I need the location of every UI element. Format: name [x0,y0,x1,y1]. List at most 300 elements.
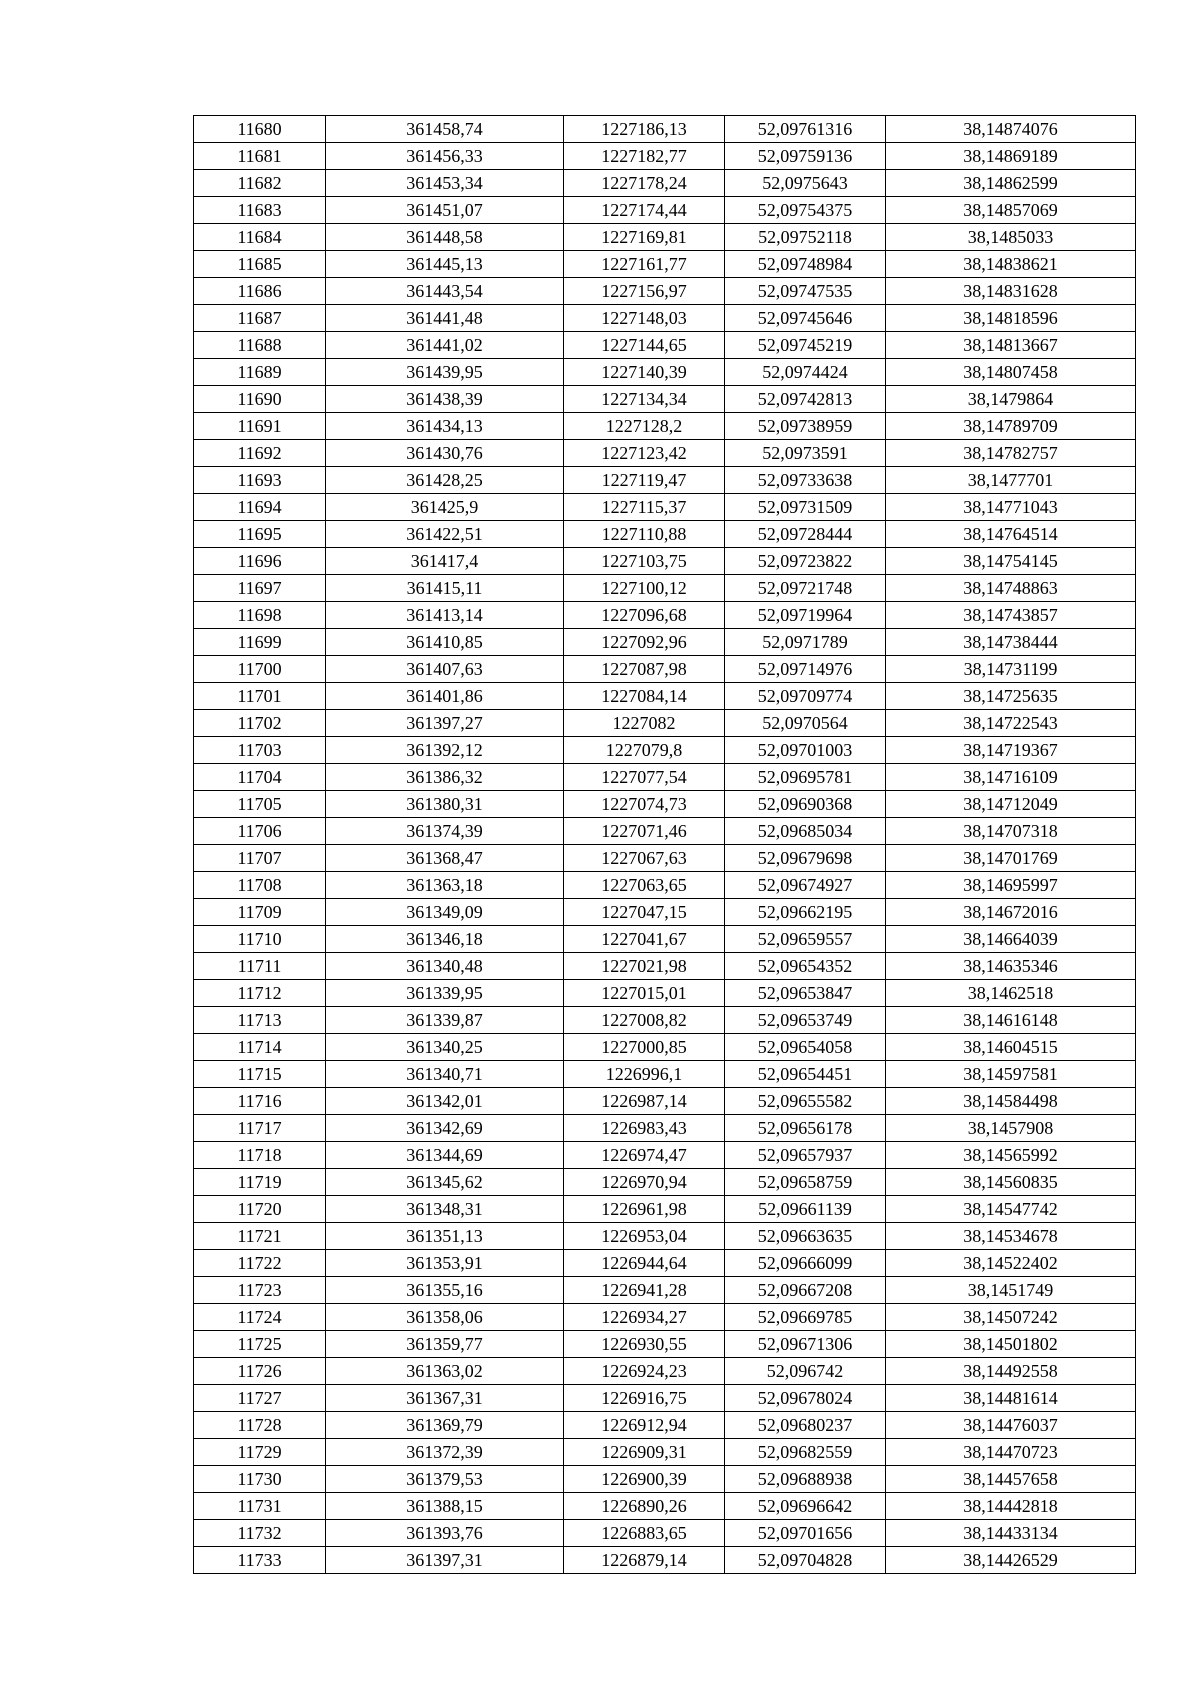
table-row [194,1520,1136,1547]
latitude-cell: 52,09659557 [725,926,886,953]
x-coordinate-cell: 361346,18 [326,926,564,953]
table-row [194,440,1136,467]
x-coordinate-cell: 361458,74 [326,116,564,143]
longitude-cell: 38,14748863 [886,575,1136,602]
latitude-cell: 52,09696642 [725,1493,886,1520]
x-coordinate-cell: 361359,77 [326,1331,564,1358]
point-number-cell: 11707 [194,845,326,872]
table-row [194,1142,1136,1169]
y-coordinate-cell: 1226970,94 [564,1169,725,1196]
point-number-cell: 11710 [194,926,326,953]
latitude-cell: 52,096742 [725,1358,886,1385]
longitude-cell: 38,14501802 [886,1331,1136,1358]
point-number-cell: 11691 [194,413,326,440]
longitude-cell: 38,14565992 [886,1142,1136,1169]
x-coordinate-cell: 361438,39 [326,386,564,413]
y-coordinate-cell: 1227119,47 [564,467,725,494]
x-coordinate-cell: 361349,09 [326,899,564,926]
table-row [194,629,1136,656]
longitude-cell: 38,14754145 [886,548,1136,575]
x-coordinate-cell: 361448,58 [326,224,564,251]
longitude-cell: 38,14813667 [886,332,1136,359]
longitude-cell: 38,1485033 [886,224,1136,251]
x-coordinate-cell: 361379,53 [326,1466,564,1493]
table-row [194,278,1136,305]
latitude-cell: 52,09745219 [725,332,886,359]
x-coordinate-cell: 361441,48 [326,305,564,332]
latitude-cell: 52,09654058 [725,1034,886,1061]
table-row [194,818,1136,845]
latitude-cell: 52,09690368 [725,791,886,818]
latitude-cell: 52,09752118 [725,224,886,251]
point-number-cell: 11697 [194,575,326,602]
longitude-cell: 38,14862599 [886,170,1136,197]
longitude-cell: 38,14701769 [886,845,1136,872]
table-row [194,602,1136,629]
y-coordinate-cell: 1227169,81 [564,224,725,251]
y-coordinate-cell: 1226934,27 [564,1304,725,1331]
latitude-cell: 52,09654451 [725,1061,886,1088]
point-number-cell: 11727 [194,1385,326,1412]
y-coordinate-cell: 1227115,37 [564,494,725,521]
longitude-cell: 38,14782757 [886,440,1136,467]
y-coordinate-cell: 1226944,64 [564,1250,725,1277]
longitude-cell: 38,1479864 [886,386,1136,413]
x-coordinate-cell: 361345,62 [326,1169,564,1196]
point-number-cell: 11701 [194,683,326,710]
latitude-cell: 52,09721748 [725,575,886,602]
longitude-cell: 38,14481614 [886,1385,1136,1412]
x-coordinate-cell: 361415,11 [326,575,564,602]
point-number-cell: 11694 [194,494,326,521]
longitude-cell: 38,14807458 [886,359,1136,386]
x-coordinate-cell: 361351,13 [326,1223,564,1250]
longitude-cell: 38,14712049 [886,791,1136,818]
longitude-cell: 38,14764514 [886,521,1136,548]
x-coordinate-cell: 361434,13 [326,413,564,440]
y-coordinate-cell: 1226879,14 [564,1547,725,1574]
table-row [194,305,1136,332]
table-row [194,926,1136,953]
latitude-cell: 52,09653749 [725,1007,886,1034]
latitude-cell: 52,09701656 [725,1520,886,1547]
y-coordinate-cell: 1227074,73 [564,791,725,818]
y-coordinate-cell: 1226983,43 [564,1115,725,1142]
table-row [194,1466,1136,1493]
point-number-cell: 11698 [194,602,326,629]
table-row [194,143,1136,170]
point-number-cell: 11696 [194,548,326,575]
table-row [194,386,1136,413]
point-number-cell: 11726 [194,1358,326,1385]
x-coordinate-cell: 361425,9 [326,494,564,521]
longitude-cell: 38,14597581 [886,1061,1136,1088]
x-coordinate-cell: 361340,71 [326,1061,564,1088]
table-row [194,413,1136,440]
table-row [194,764,1136,791]
y-coordinate-cell: 1227128,2 [564,413,725,440]
x-coordinate-cell: 361339,95 [326,980,564,1007]
latitude-cell: 52,0970564 [725,710,886,737]
latitude-cell: 52,09728444 [725,521,886,548]
x-coordinate-cell: 361439,95 [326,359,564,386]
table-row [194,224,1136,251]
y-coordinate-cell: 1227161,77 [564,251,725,278]
point-number-cell: 11693 [194,467,326,494]
y-coordinate-cell: 1227156,97 [564,278,725,305]
table-row [194,170,1136,197]
y-coordinate-cell: 1227103,75 [564,548,725,575]
y-coordinate-cell: 1227079,8 [564,737,725,764]
x-coordinate-cell: 361372,39 [326,1439,564,1466]
y-coordinate-cell: 1227186,13 [564,116,725,143]
latitude-cell: 52,09761316 [725,116,886,143]
x-coordinate-cell: 361342,69 [326,1115,564,1142]
longitude-cell: 38,14857069 [886,197,1136,224]
longitude-cell: 38,14731199 [886,656,1136,683]
latitude-cell: 52,09655582 [725,1088,886,1115]
table-row [194,467,1136,494]
longitude-cell: 38,14874076 [886,116,1136,143]
longitude-cell: 38,14522402 [886,1250,1136,1277]
table-row [194,1007,1136,1034]
y-coordinate-cell: 1227082 [564,710,725,737]
point-number-cell: 11716 [194,1088,326,1115]
y-coordinate-cell: 1227067,63 [564,845,725,872]
point-number-cell: 11714 [194,1034,326,1061]
y-coordinate-cell: 1227021,98 [564,953,725,980]
y-coordinate-cell: 1226883,65 [564,1520,725,1547]
latitude-cell: 52,09678024 [725,1385,886,1412]
point-number-cell: 11699 [194,629,326,656]
latitude-cell: 52,09657937 [725,1142,886,1169]
latitude-cell: 52,09669785 [725,1304,886,1331]
point-number-cell: 11729 [194,1439,326,1466]
point-number-cell: 11713 [194,1007,326,1034]
x-coordinate-cell: 361451,07 [326,197,564,224]
x-coordinate-cell: 361380,31 [326,791,564,818]
table-row [194,1439,1136,1466]
y-coordinate-cell: 1227100,12 [564,575,725,602]
x-coordinate-cell: 361348,31 [326,1196,564,1223]
y-coordinate-cell: 1227092,96 [564,629,725,656]
y-coordinate-cell: 1227144,65 [564,332,725,359]
table-row [194,953,1136,980]
longitude-cell: 38,1451749 [886,1277,1136,1304]
x-coordinate-cell: 361339,87 [326,1007,564,1034]
longitude-cell: 38,14534678 [886,1223,1136,1250]
table-row [194,548,1136,575]
x-coordinate-cell: 361443,54 [326,278,564,305]
longitude-cell: 38,14584498 [886,1088,1136,1115]
point-number-cell: 11725 [194,1331,326,1358]
latitude-cell: 52,0975643 [725,170,886,197]
table-row [194,872,1136,899]
y-coordinate-cell: 1226987,14 [564,1088,725,1115]
y-coordinate-cell: 1227000,85 [564,1034,725,1061]
longitude-cell: 38,14743857 [886,602,1136,629]
latitude-cell: 52,09719964 [725,602,886,629]
x-coordinate-cell: 361355,16 [326,1277,564,1304]
latitude-cell: 52,09731509 [725,494,886,521]
longitude-cell: 38,14442818 [886,1493,1136,1520]
point-number-cell: 11708 [194,872,326,899]
point-number-cell: 11717 [194,1115,326,1142]
point-number-cell: 11724 [194,1304,326,1331]
longitude-cell: 38,14707318 [886,818,1136,845]
latitude-cell: 52,09704828 [725,1547,886,1574]
table-row [194,899,1136,926]
x-coordinate-cell: 361422,51 [326,521,564,548]
latitude-cell: 52,09685034 [725,818,886,845]
table-row [194,1034,1136,1061]
x-coordinate-cell: 361374,39 [326,818,564,845]
point-number-cell: 11692 [194,440,326,467]
point-number-cell: 11690 [194,386,326,413]
x-coordinate-cell: 361428,25 [326,467,564,494]
point-number-cell: 11733 [194,1547,326,1574]
longitude-cell: 38,14818596 [886,305,1136,332]
table-row [194,683,1136,710]
x-coordinate-cell: 361407,63 [326,656,564,683]
table-row [194,1169,1136,1196]
y-coordinate-cell: 1226974,47 [564,1142,725,1169]
point-number-cell: 11686 [194,278,326,305]
longitude-cell: 38,14635346 [886,953,1136,980]
point-number-cell: 11712 [194,980,326,1007]
y-coordinate-cell: 1227174,44 [564,197,725,224]
y-coordinate-cell: 1226890,26 [564,1493,725,1520]
x-coordinate-cell: 361417,4 [326,548,564,575]
longitude-cell: 38,14869189 [886,143,1136,170]
latitude-cell: 52,09680237 [725,1412,886,1439]
x-coordinate-cell: 361340,25 [326,1034,564,1061]
longitude-cell: 38,1477701 [886,467,1136,494]
latitude-cell: 52,0973591 [725,440,886,467]
coordinates-table-body [194,116,1136,1574]
x-coordinate-cell: 361430,76 [326,440,564,467]
x-coordinate-cell: 361410,85 [326,629,564,656]
x-coordinate-cell: 361369,79 [326,1412,564,1439]
y-coordinate-cell: 1226930,55 [564,1331,725,1358]
table-row [194,1412,1136,1439]
latitude-cell: 52,09653847 [725,980,886,1007]
table-row [194,1493,1136,1520]
latitude-cell: 52,09742813 [725,386,886,413]
y-coordinate-cell: 1227123,42 [564,440,725,467]
latitude-cell: 52,09679698 [725,845,886,872]
latitude-cell: 52,0971789 [725,629,886,656]
x-coordinate-cell: 361340,48 [326,953,564,980]
y-coordinate-cell: 1226941,28 [564,1277,725,1304]
latitude-cell: 52,09709774 [725,683,886,710]
longitude-cell: 38,14476037 [886,1412,1136,1439]
latitude-cell: 52,09701003 [725,737,886,764]
point-number-cell: 11721 [194,1223,326,1250]
table-row [194,1115,1136,1142]
latitude-cell: 52,09654352 [725,953,886,980]
longitude-cell: 38,14719367 [886,737,1136,764]
table-row [194,1358,1136,1385]
longitude-cell: 38,14664039 [886,926,1136,953]
table-row [194,737,1136,764]
table-row [194,1250,1136,1277]
latitude-cell: 52,09745646 [725,305,886,332]
longitude-cell: 38,14771043 [886,494,1136,521]
point-number-cell: 11731 [194,1493,326,1520]
longitude-cell: 38,14725635 [886,683,1136,710]
x-coordinate-cell: 361344,69 [326,1142,564,1169]
longitude-cell: 38,14672016 [886,899,1136,926]
longitude-cell: 38,14695997 [886,872,1136,899]
longitude-cell: 38,14604515 [886,1034,1136,1061]
x-coordinate-cell: 361388,15 [326,1493,564,1520]
coordinates-table [193,115,1136,1574]
table-row [194,1223,1136,1250]
point-number-cell: 11680 [194,116,326,143]
y-coordinate-cell: 1227178,24 [564,170,725,197]
x-coordinate-cell: 361367,31 [326,1385,564,1412]
table-row [194,251,1136,278]
point-number-cell: 11689 [194,359,326,386]
latitude-cell: 52,09759136 [725,143,886,170]
longitude-cell: 38,14838621 [886,251,1136,278]
point-number-cell: 11706 [194,818,326,845]
y-coordinate-cell: 1226912,94 [564,1412,725,1439]
longitude-cell: 38,14492558 [886,1358,1136,1385]
longitude-cell: 38,14722543 [886,710,1136,737]
longitude-cell: 38,14426529 [886,1547,1136,1574]
latitude-cell: 52,09656178 [725,1115,886,1142]
y-coordinate-cell: 1227148,03 [564,305,725,332]
longitude-cell: 38,1457908 [886,1115,1136,1142]
longitude-cell: 38,14457658 [886,1466,1136,1493]
x-coordinate-cell: 361363,02 [326,1358,564,1385]
latitude-cell: 52,09695781 [725,764,886,791]
point-number-cell: 11684 [194,224,326,251]
x-coordinate-cell: 361413,14 [326,602,564,629]
y-coordinate-cell: 1226916,75 [564,1385,725,1412]
table-row [194,791,1136,818]
point-number-cell: 11687 [194,305,326,332]
longitude-cell: 38,14507242 [886,1304,1136,1331]
longitude-cell: 38,1462518 [886,980,1136,1007]
y-coordinate-cell: 1226953,04 [564,1223,725,1250]
latitude-cell: 52,09754375 [725,197,886,224]
table-row [194,359,1136,386]
y-coordinate-cell: 1227182,77 [564,143,725,170]
y-coordinate-cell: 1227084,14 [564,683,725,710]
y-coordinate-cell: 1227047,15 [564,899,725,926]
latitude-cell: 52,0974424 [725,359,886,386]
x-coordinate-cell: 361393,76 [326,1520,564,1547]
table-row [194,1304,1136,1331]
latitude-cell: 52,09738959 [725,413,886,440]
y-coordinate-cell: 1227041,67 [564,926,725,953]
latitude-cell: 52,09723822 [725,548,886,575]
point-number-cell: 11688 [194,332,326,359]
table-row [194,1331,1136,1358]
x-coordinate-cell: 361456,33 [326,143,564,170]
y-coordinate-cell: 1226900,39 [564,1466,725,1493]
table-row [194,1196,1136,1223]
point-number-cell: 11685 [194,251,326,278]
point-number-cell: 11728 [194,1412,326,1439]
latitude-cell: 52,09667208 [725,1277,886,1304]
point-number-cell: 11730 [194,1466,326,1493]
table-row [194,116,1136,143]
point-number-cell: 11722 [194,1250,326,1277]
x-coordinate-cell: 361441,02 [326,332,564,359]
point-number-cell: 11715 [194,1061,326,1088]
longitude-cell: 38,14433134 [886,1520,1136,1547]
longitude-cell: 38,14616148 [886,1007,1136,1034]
x-coordinate-cell: 361358,06 [326,1304,564,1331]
latitude-cell: 52,09663635 [725,1223,886,1250]
y-coordinate-cell: 1227015,01 [564,980,725,1007]
point-number-cell: 11702 [194,710,326,737]
longitude-cell: 38,14547742 [886,1196,1136,1223]
point-number-cell: 11723 [194,1277,326,1304]
y-coordinate-cell: 1226996,1 [564,1061,725,1088]
point-number-cell: 11683 [194,197,326,224]
latitude-cell: 52,09658759 [725,1169,886,1196]
point-number-cell: 11732 [194,1520,326,1547]
table-row [194,1061,1136,1088]
y-coordinate-cell: 1227071,46 [564,818,725,845]
longitude-cell: 38,14738444 [886,629,1136,656]
latitude-cell: 52,09674927 [725,872,886,899]
x-coordinate-cell: 361392,12 [326,737,564,764]
table-row [194,656,1136,683]
longitude-cell: 38,14831628 [886,278,1136,305]
x-coordinate-cell: 361445,13 [326,251,564,278]
latitude-cell: 52,09747535 [725,278,886,305]
y-coordinate-cell: 1227134,34 [564,386,725,413]
longitude-cell: 38,14789709 [886,413,1136,440]
y-coordinate-cell: 1227077,54 [564,764,725,791]
latitude-cell: 52,09733638 [725,467,886,494]
latitude-cell: 52,09688938 [725,1466,886,1493]
point-number-cell: 11711 [194,953,326,980]
point-number-cell: 11705 [194,791,326,818]
x-coordinate-cell: 361397,31 [326,1547,564,1574]
x-coordinate-cell: 361386,32 [326,764,564,791]
table-row [194,332,1136,359]
latitude-cell: 52,09662195 [725,899,886,926]
longitude-cell: 38,14560835 [886,1169,1136,1196]
point-number-cell: 11704 [194,764,326,791]
latitude-cell: 52,09671306 [725,1331,886,1358]
latitude-cell: 52,09666099 [725,1250,886,1277]
y-coordinate-cell: 1227063,65 [564,872,725,899]
table-row [194,1547,1136,1574]
point-number-cell: 11720 [194,1196,326,1223]
table-row [194,197,1136,224]
latitude-cell: 52,09748984 [725,251,886,278]
y-coordinate-cell: 1226924,23 [564,1358,725,1385]
point-number-cell: 11700 [194,656,326,683]
table-row [194,494,1136,521]
x-coordinate-cell: 361353,91 [326,1250,564,1277]
table-row [194,575,1136,602]
point-number-cell: 11682 [194,170,326,197]
point-number-cell: 11719 [194,1169,326,1196]
latitude-cell: 52,09714976 [725,656,886,683]
table-row [194,1277,1136,1304]
point-number-cell: 11695 [194,521,326,548]
x-coordinate-cell: 361401,86 [326,683,564,710]
